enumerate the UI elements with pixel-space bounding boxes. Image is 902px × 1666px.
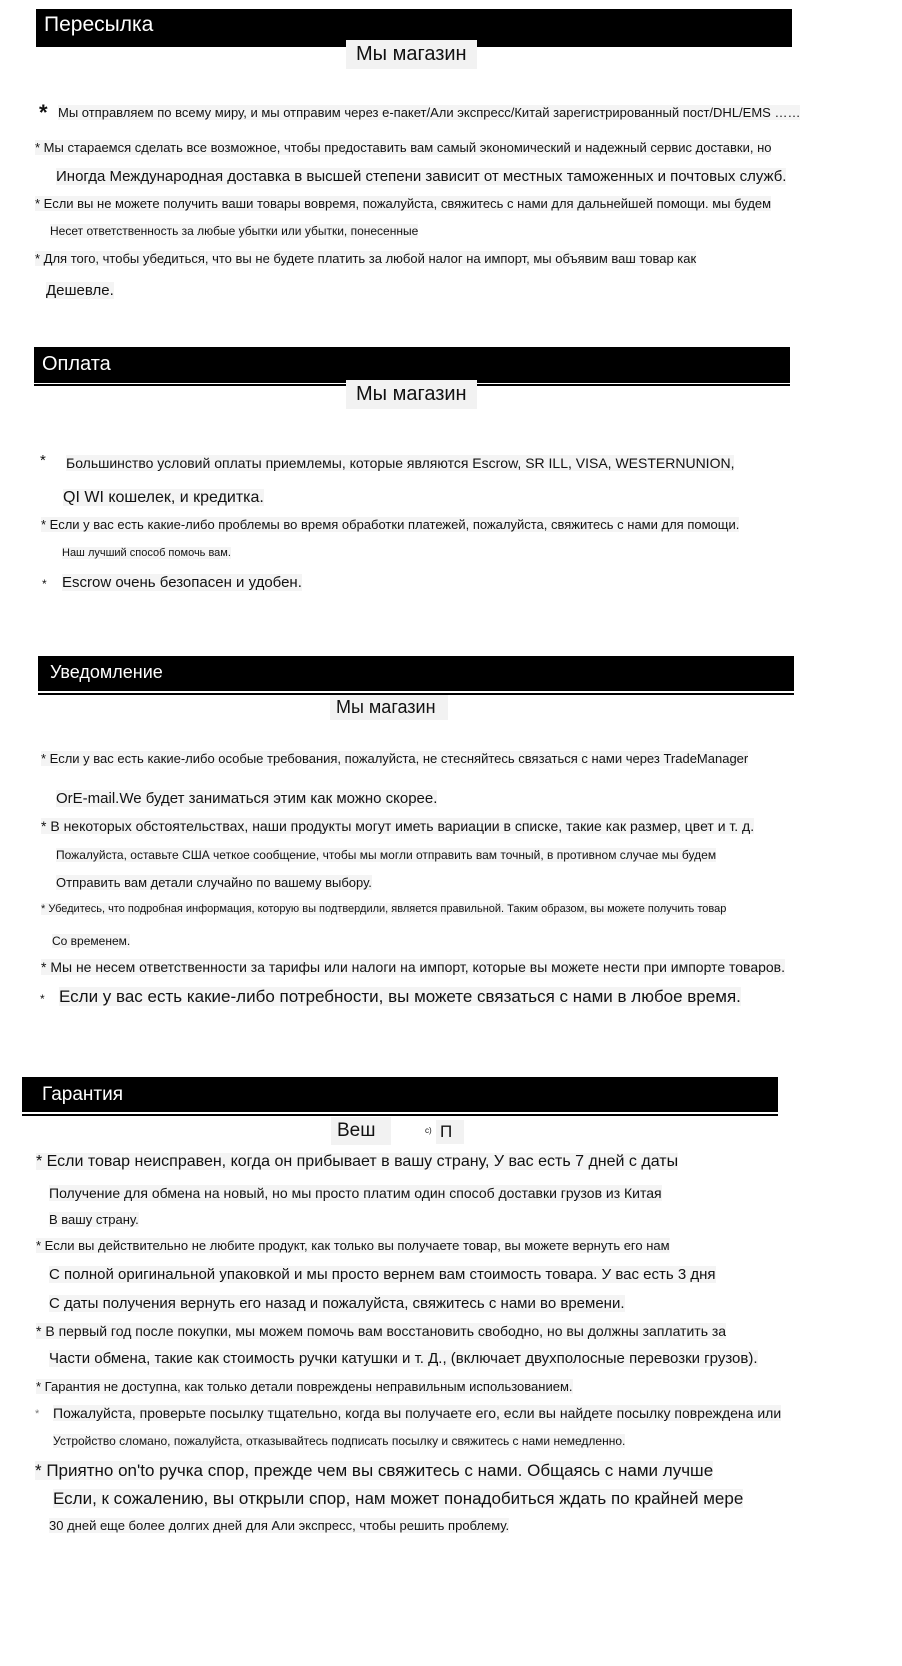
notice-line: * Если у вас есть какие-либо особые требования, пожалуйста, не стесняйтесь связаться с нами через TradeManager — [41, 751, 749, 766]
warranty-line: Получение для обмена на новый, но мы просто платим один способ доставки грузов из Китая — [49, 1185, 662, 1201]
warranty-line: Устройство сломано, пожалуйста, отказывайтесь подписать посылку и свяжитесь с нами немедленно. — [53, 1434, 626, 1448]
section-header-bar — [22, 1077, 778, 1112]
payment-line: Наш лучший способ помочь вам. — [62, 547, 231, 559]
shipping-line: Иногда Международная доставка в высшей степени зависит от местных таможенных и почтовых служб. — [56, 168, 787, 185]
notice-line: Отправить вам детали случайно по вашему выбору. — [56, 875, 372, 890]
payment-line: Большинство условий оплаты приемлемы, которые являются Escrow, SR ILL, VISA, WESTERNUNION, — [66, 455, 735, 471]
warranty-line: * Гарантия не доступна, как только детали повреждены неправильным использованием. — [36, 1379, 573, 1394]
subtitle-mark: c) — [425, 1126, 432, 1135]
notice-line: * Мы не несем ответственности за тарифы или налоги на импорт, которые вы можете нести при импорте товаров. — [41, 959, 786, 975]
bullet-star: * — [40, 992, 45, 1006]
shipping-line: * Если вы не можете получить ваши товары вовремя, пожалуйста, свяжитесь с нами для дальнейшей помощи. мы будем — [35, 196, 772, 211]
bullet-star: * — [42, 577, 47, 591]
notice-line: Если у вас есть какие-либо потребности, вы можете связаться с нами в любое время. — [59, 987, 741, 1006]
section-title: Гарантия — [42, 1084, 124, 1105]
warranty-line: * Приятно on'to ручка спор, прежде чем вы свяжитесь с нами. Общаясь с нами лучше — [35, 1461, 714, 1480]
section-subtitle-tail: П — [436, 1120, 464, 1144]
section-title: Пересылка — [44, 13, 154, 36]
notice-line: OrE-mail.We будет заниматься этим как можно скорее. — [56, 790, 438, 807]
bullet-star: * — [40, 452, 46, 469]
bullet-star: * — [39, 100, 48, 125]
section-subtitle: Веш — [331, 1117, 391, 1145]
section-title: Уведомление — [50, 662, 163, 682]
warranty-line: С полной оригинальной упаковкой и мы просто вернем вам стоимость товара. У вас есть 3 дня — [49, 1266, 716, 1283]
shipping-line: Дешевле. — [46, 282, 114, 299]
payment-line: Escrow очень безопасен и удобен. — [62, 574, 302, 591]
warranty-line: Пожалуйста, проверьте посылку тщательно, когда вы получаете его, если вы найдете посылку повреждена или — [53, 1405, 782, 1421]
warranty-line: * В первый год после покупки, мы можем помочь вам восстановить свободно, но вы должны заплатить за — [36, 1323, 727, 1339]
warranty-line: В вашу страну. — [49, 1212, 139, 1227]
shipping-line: Несет ответственность за любые убытки или убытки, понесенные — [50, 224, 419, 238]
section-subtitle: Мы магазин — [330, 695, 448, 720]
warranty-line: С даты получения вернуть его назад и пожалуйста, свяжитесь с нами во времени. — [49, 1295, 625, 1312]
section-divider — [22, 1114, 778, 1116]
payment-line: * Если у вас есть какие-либо проблемы во время обработки платежей, пожалуйста, свяжитесь с нами для помощи. — [41, 517, 740, 532]
warranty-line: Части обмена, такие как стоимость ручки катушки и т. Д., (включает двухполосные перевозки грузов). — [49, 1350, 758, 1367]
warranty-line: Если, к сожалению, вы открыли спор, нам может понадобиться ждать по крайней мере — [53, 1489, 744, 1508]
shipping-line: * Для того, чтобы убедиться, что вы не будете платить за любой налог на импорт, мы объявим ваш товар как — [35, 251, 697, 266]
payment-line: QI WI кошелек, и кредитка. — [63, 489, 264, 506]
notice-line: * В некоторых обстоятельствах, наши продукты могут иметь вариации в списке, такие как размер, цвет и т. д. — [41, 818, 755, 834]
section-subtitle: Мы магазин — [346, 380, 477, 409]
warranty-line: 30 дней еще более долгих дней для Али экспресс, чтобы решить проблему. — [49, 1518, 510, 1533]
section-header-bar — [34, 347, 790, 383]
section-subtitle: Мы магазин — [346, 40, 477, 69]
notice-line: Со временем. — [52, 934, 131, 948]
shipping-line: * Мы стараемся сделать все возможное, чтобы предоставить вам самый экономический и надежный сервис доставки, но — [35, 140, 772, 155]
notice-line: * Убедитесь, что подробная информация, которую вы подтвердили, является правильной. Таким образом, вы можете получить товар — [41, 903, 727, 915]
warranty-line: * Если товар неисправен, когда он прибывает в вашу страну, У вас есть 7 дней с даты — [36, 1153, 679, 1170]
section-title: Оплата — [42, 353, 111, 375]
shipping-line: Мы отправляем по всему миру, и мы отправим через е-пакет/Али экспресс/Китай зарегистрированный пост/DHL/EMS …… — [58, 105, 801, 120]
warranty-line: * Если вы действительно не любите продукт, как только вы получаете товар, вы можете вернуть его нам — [36, 1238, 670, 1253]
bullet-star: * — [35, 1408, 40, 1420]
notice-line: Пожалуйста, оставьте США четкое сообщение, чтобы мы могли отправить вам точный, в противном случае мы будем — [56, 848, 717, 862]
